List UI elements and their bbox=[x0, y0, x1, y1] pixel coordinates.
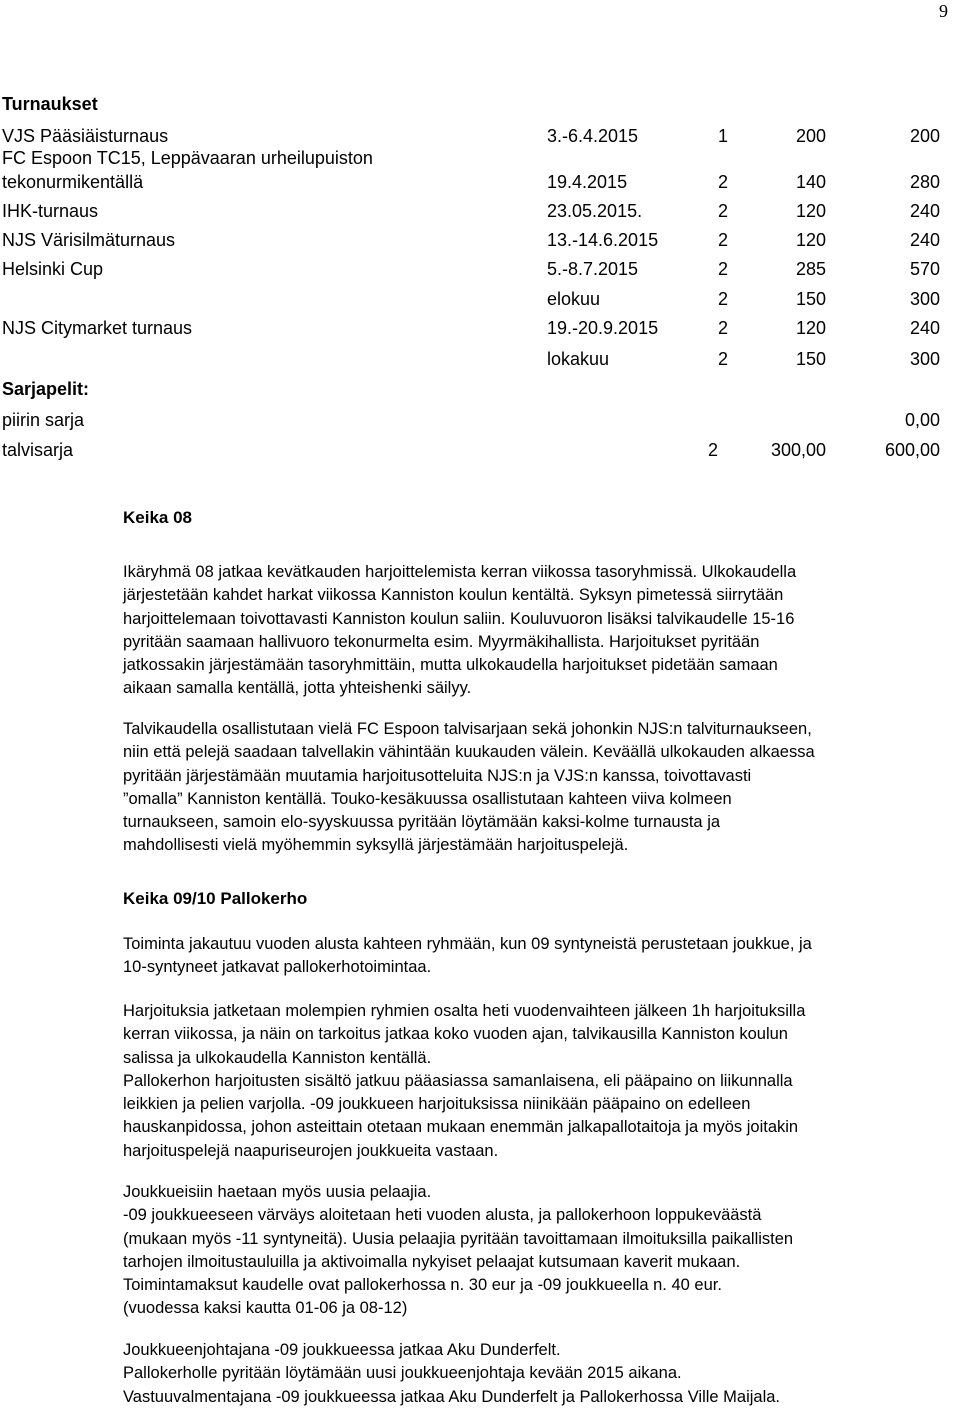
text-line: Joukkueisiin haetaan myös uusia pelaajia. bbox=[123, 1183, 432, 1201]
text-line: Harjoituksia jatketaan molempien ryhmien osalta heti vuodenvaihteen jälkeen 1h harjoituksilla bbox=[123, 1002, 806, 1020]
keika0910-paragraph-2 bbox=[123, 1000, 941, 1163]
tournament-date: 13.-14.6.2015 bbox=[547, 230, 659, 250]
keika0910-paragraph-1 bbox=[123, 933, 941, 980]
keika08-paragraph-2 bbox=[123, 718, 941, 858]
total-price: 300 bbox=[909, 289, 940, 309]
keika08-heading: Keika 08 bbox=[123, 508, 192, 527]
unit-price: 200 bbox=[795, 126, 826, 146]
text-line: -09 joukkueeseen värväys aloitetaan heti vuoden alusta, ja pallokerhoon loppukeväästä bbox=[123, 1206, 762, 1225]
series-name: piirin sarja bbox=[2, 410, 85, 430]
tournament-date: 19.-20.9.2015 bbox=[547, 318, 659, 338]
text-line: 10-syntyneet jatkavat pallokerhotoimintaa. bbox=[123, 958, 432, 977]
page-number: 9 bbox=[939, 1, 948, 21]
team-count: 2 bbox=[717, 259, 728, 279]
total-price: 570 bbox=[909, 259, 940, 279]
unit-price: 120 bbox=[795, 230, 826, 250]
keika0910-paragraph-4 bbox=[123, 1339, 941, 1409]
series-price: 300,00 bbox=[770, 440, 826, 460]
tournament-date: 5.-8.7.2015 bbox=[547, 259, 639, 279]
unit-price: 285 bbox=[795, 259, 826, 279]
series-name: talvisarja bbox=[2, 440, 74, 460]
text-line: Pallokerholle pyritään löytämään uusi joukkueenjohtaja kevään 2015 aikana. bbox=[123, 1364, 682, 1383]
team-count: 1 bbox=[717, 126, 728, 146]
text-line: pyritään järjestämään muutamia harjoitusotteluita NJS:n ja VJS:n kanssa, toivottavasti bbox=[123, 766, 752, 785]
keika0910-paragraph-3 bbox=[123, 1181, 941, 1321]
tournament-name: NJS Värisilmäturnaus bbox=[2, 230, 176, 250]
text-line: niin että pelejä saadaan talvellakin vähintään kuukauden välein. Keväällä ulkokauden alkaessa bbox=[123, 743, 815, 762]
text-line: mahdollisesti vielä myöhemmin syksyllä järjestämään harjoituspelejä. bbox=[123, 836, 629, 855]
team-count: 2 bbox=[717, 201, 728, 221]
tournament-name: tekonurmikentällä bbox=[2, 172, 144, 192]
text-line: salissa ja ulkokaudella Kanniston kentällä. bbox=[123, 1048, 432, 1067]
tournament-name: NJS Citymarket turnaus bbox=[2, 318, 193, 338]
sarjapelit-title: Sarjapelit: bbox=[2, 379, 90, 399]
text-line: Pallokerhon harjoitusten sisältö jatkuu pääasiassa samanlaisena, eli pääpaino on liikunnalla bbox=[123, 1071, 793, 1090]
tournament-name: Helsinki Cup bbox=[2, 259, 104, 279]
text-line: Toimintamaksut kaudelle ovat pallokerhossa n. 30 eur ja -09 joukkueella n. 40 eur. bbox=[123, 1276, 722, 1295]
text-line: järjestetään kahdet harkat viikossa Kanniston koulun kentältä. Syksyn pimetessä siirrytään bbox=[123, 586, 784, 605]
series-total: 0,00 bbox=[904, 410, 940, 430]
unit-price: 150 bbox=[795, 289, 826, 309]
series-total: 600,00 bbox=[884, 440, 940, 460]
total-price: 280 bbox=[909, 172, 940, 192]
text-line: pyritään saamaan hallivuoro tekonurmelta esim. Myyrmäkihallista. Harjoitukset pyritään bbox=[123, 632, 760, 651]
series-count: 2 bbox=[707, 440, 718, 460]
keika08-paragraph-1 bbox=[123, 561, 941, 701]
text-line: ”omalla” Kanniston kentällä. Touko-kesäkuussa osallistutaan kahteen viiva kolmeen bbox=[123, 789, 732, 808]
team-count: 2 bbox=[717, 318, 728, 338]
text-line: kerran viikossa, ja näin on tarkoitus jatkaa koko vuoden ajan, talvikausilla Kanniston koulun bbox=[123, 1025, 788, 1044]
text-line: Ikäryhmä 08 jatkaa kevätkauden harjoittelemista kerran viikossa tasoryhmissä. Ulkokaudella bbox=[123, 563, 797, 581]
text-line: hauskanpidossa, johon asteittain otetaan mukaan enemmän jalkapallotaitoja ja myös joitakin bbox=[123, 1118, 799, 1137]
text-line: jatkossakin järjestämään tasoryhmittäin, mutta ulkokaudella harjoitukset pidetään samaan bbox=[123, 656, 778, 675]
keika0910-heading: Keika 09/10 Pallokerho bbox=[123, 889, 308, 908]
total-price: 240 bbox=[909, 230, 940, 250]
tournament-date: lokakuu bbox=[547, 349, 610, 369]
team-count: 2 bbox=[717, 172, 728, 192]
text-line: aikaan samalla kentällä, jotta yhteishenki säilyy. bbox=[123, 679, 472, 698]
team-count: 2 bbox=[717, 349, 728, 369]
text-line: harjoituspelejä naapuriseurojen joukkueita vastaan. bbox=[123, 1141, 499, 1160]
team-count: 2 bbox=[717, 230, 728, 250]
tournament-date: 3.-6.4.2015 bbox=[547, 126, 639, 146]
text-line: leikkien ja pelien varjolla. -09 joukkueen harjoituksissa niinikään pääpaino on edelleen bbox=[123, 1095, 751, 1114]
text-line: tarhojen ilmoitustauluilla ja aktivoimalla nykyiset pelaajat kutsumaan kaverit mukaan. bbox=[123, 1252, 741, 1271]
text-line: Toiminta jakautuu vuoden alusta kahteen ryhmään, kun 09 syntyneistä perustetaan joukkue, ja bbox=[123, 935, 812, 953]
text-line: (mukaan myös -11 syntyneitä). Uusia pelaajia pyritään tavoittamaan ilmoituksilla paikallisten bbox=[123, 1229, 794, 1248]
text-line: Vastuuvalmentajana -09 joukkueessa jatkaa Aku Dunderfelt ja Pallokerhossa Ville Maijala. bbox=[123, 1387, 781, 1406]
total-price: 200 bbox=[909, 126, 940, 146]
unit-price: 140 bbox=[795, 172, 826, 192]
total-price: 300 bbox=[909, 349, 940, 369]
unit-price: 120 bbox=[795, 318, 826, 338]
team-count: 2 bbox=[717, 289, 728, 309]
text-line: Talvikaudella osallistutaan vielä FC Espoon talvisarjaan sekä johonkin NJS:n talviturnaukseen, bbox=[123, 720, 812, 738]
text-line: Joukkueenjohtajana -09 joukkueessa jatkaa Aku Dunderfelt. bbox=[123, 1341, 561, 1359]
tournament-date: elokuu bbox=[547, 289, 601, 309]
turnaukset-title: Turnaukset bbox=[2, 94, 98, 114]
tournament-date: 19.4.2015 bbox=[547, 172, 628, 192]
total-price: 240 bbox=[909, 318, 940, 338]
text-line: (vuodessa kaksi kautta 01-06 ja 08-12) bbox=[123, 1299, 408, 1318]
text-line: harjoittelemaan toivottavasti Kanniston koulun saliin. Kouluvuoron lisäksi talvikaudelle 15-16 bbox=[123, 609, 795, 628]
unit-price: 120 bbox=[795, 201, 826, 221]
total-price: 240 bbox=[909, 201, 940, 221]
tournament-date: 23.05.2015. bbox=[547, 201, 643, 221]
tournament-name: FC Espoon TC15, Leppävaaran urheilupuiston bbox=[2, 148, 373, 168]
tournament-name: IHK-turnaus bbox=[2, 201, 99, 221]
text-line: turnaukseen, samoin elo-syyskuussa pyritään löytämään kaksi-kolme turnausta ja bbox=[123, 813, 721, 832]
unit-price: 150 bbox=[795, 349, 826, 369]
tournament-name: VJS Pääsiäisturnaus bbox=[2, 126, 169, 146]
